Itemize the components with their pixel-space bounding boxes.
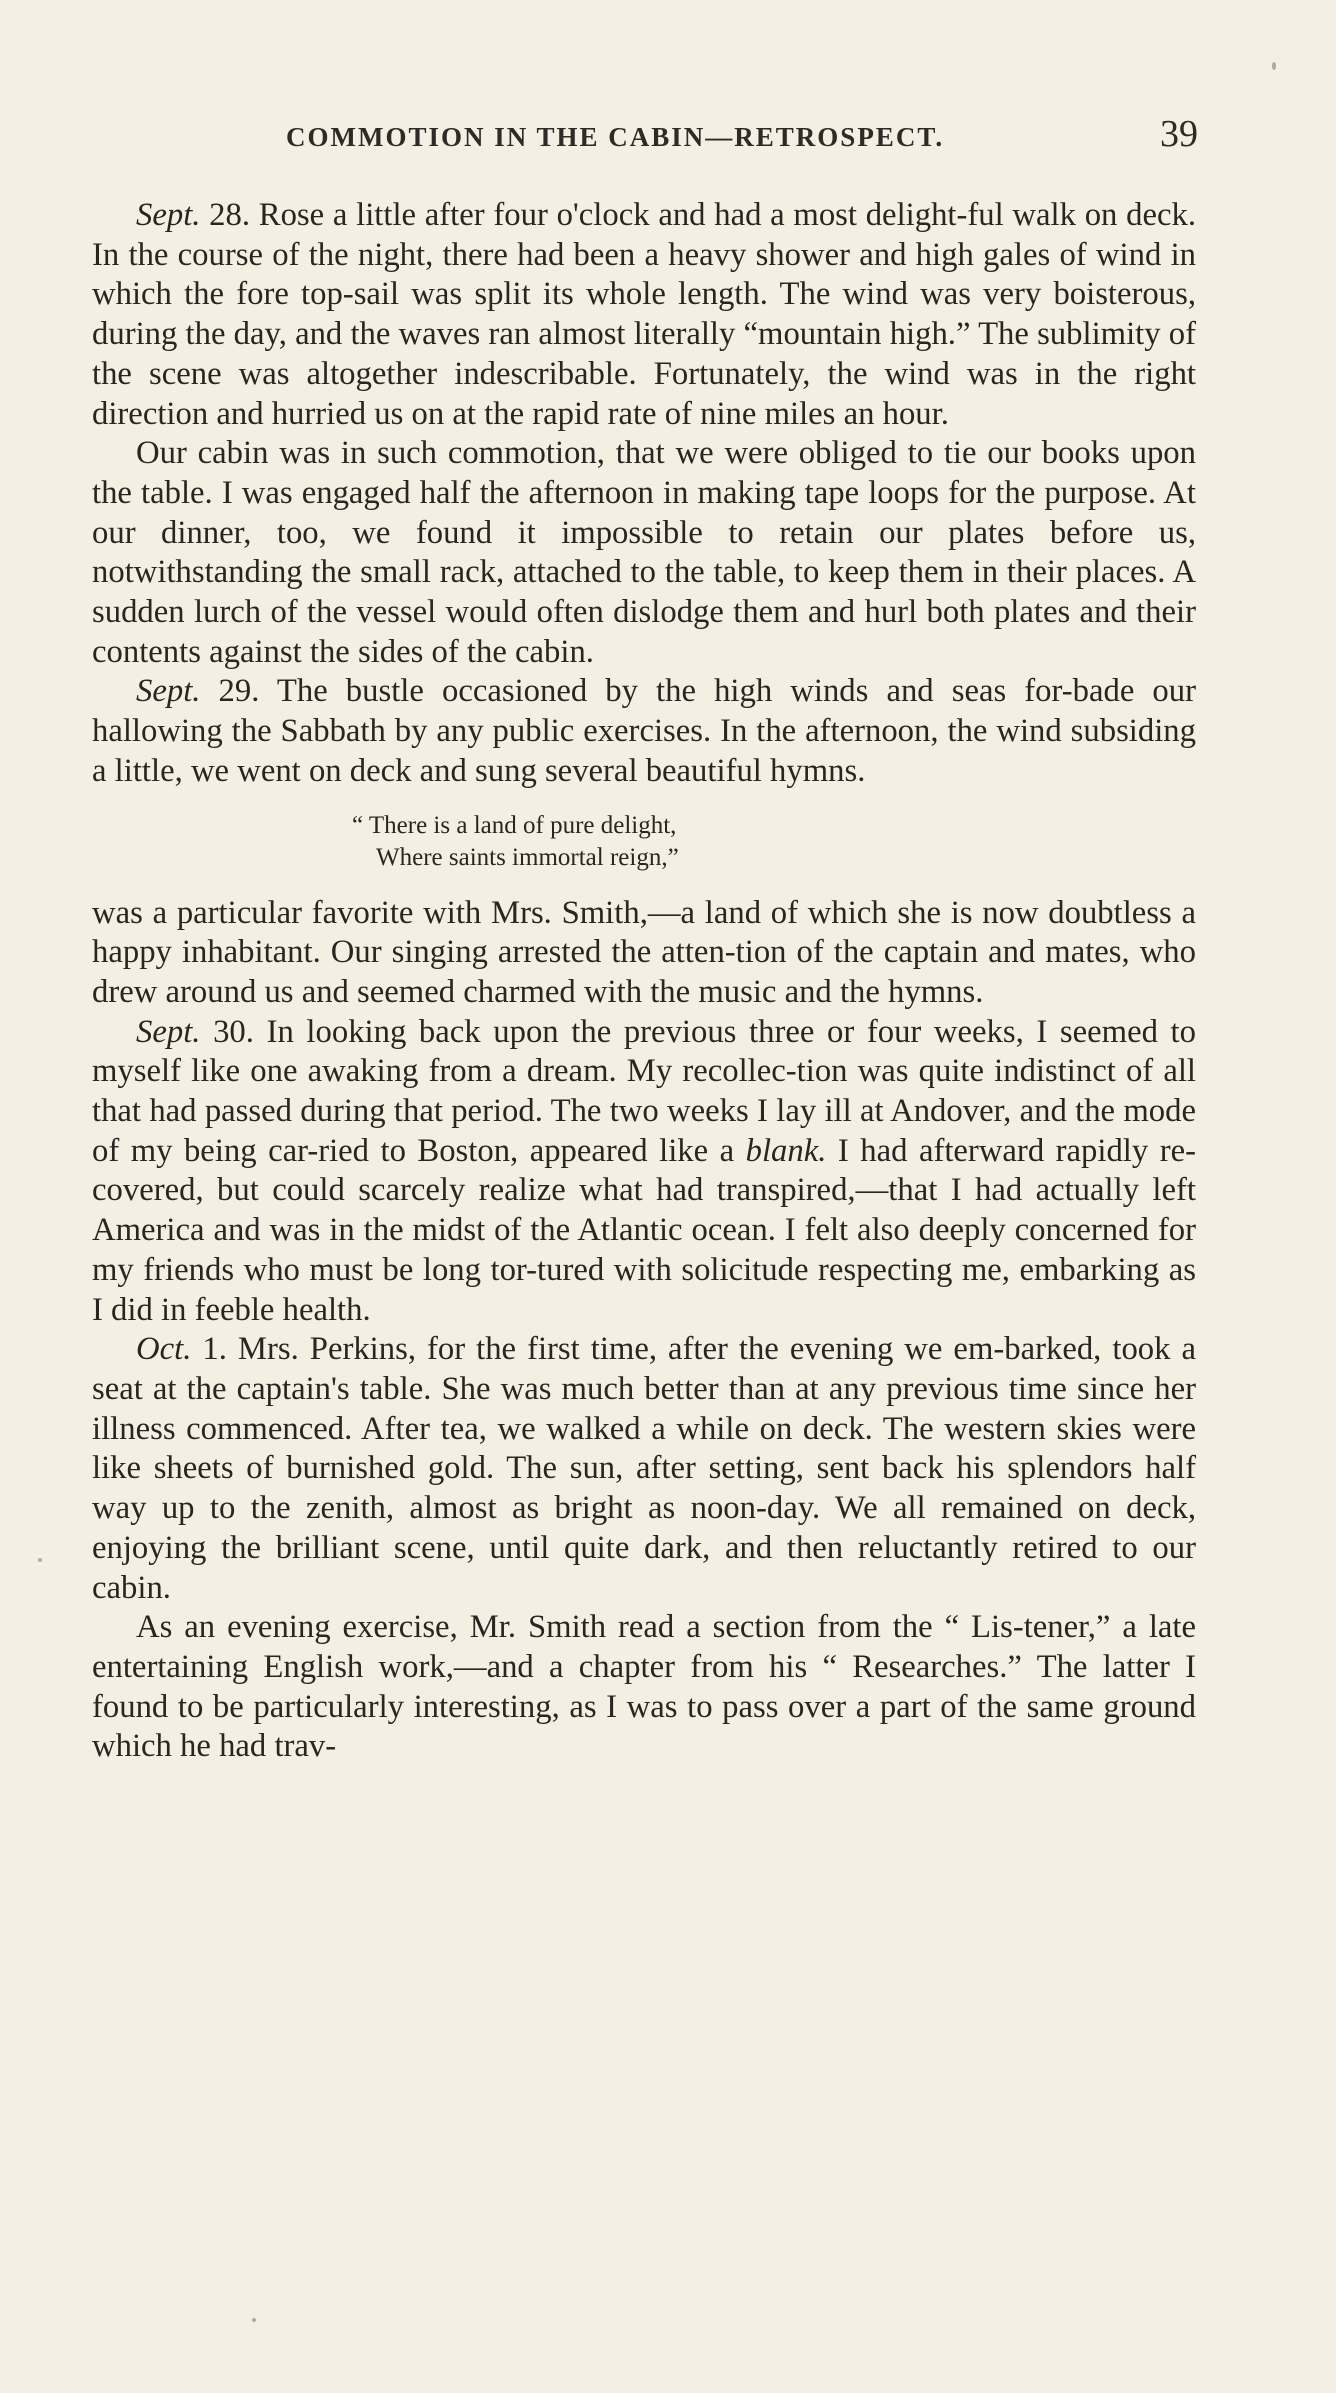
paragraph-text: 29. The bustle occasioned by the high winds and seas for-bade our hallowing the Sabbath by any public exercises. In the afternoon, the wind subsiding a little, we went on deck and sung several beautiful hymns.: [92, 673, 1196, 789]
emphasis-blank: blank.: [745, 1132, 827, 1169]
paragraph-text: was a particular favorite with Mrs. Smith,—a land of which she is now doubtless a happy inhabitant. Our singing arrested the atten-tion of the captain and mates, who drew around us and seemed charmed with the music and the hymns.: [92, 894, 1196, 1010]
entry-date: Sept.: [136, 1013, 201, 1050]
paper-speck: [252, 2318, 256, 2322]
paper-speck: [38, 1558, 42, 1562]
paragraph-sept-28: [92, 196, 1196, 434]
hymn-line: “ There is a land of pure delight,: [352, 811, 677, 839]
body-text: [92, 196, 1196, 1767]
paragraph-text: 28. Rose a little after four o'clock and had a most delight-ful walk on deck. In the course of the night, there had been a heavy shower and high gales of wind in which the fore top-sail was split its whole length. The wind was very boisterous, during the day, and the waves ran almost literally “mountain high.” The sublimity of the scene was altogether indescribable. Fortunately, the wind was in the right direction and hurried us on at the rapid rate of nine miles an hour.: [92, 197, 1196, 432]
entry-date: Sept.: [136, 673, 201, 710]
entry-date: Oct.: [136, 1331, 192, 1368]
entry-date: Sept.: [136, 197, 201, 233]
running-title: COMMOTION IN THE CABIN—RETROSPECT.: [286, 122, 945, 152]
page-header: [286, 112, 1198, 160]
paragraph-text: 1. Mrs. Perkins, for the first time, after the evening we em-barked, took a seat at the captain's table. She was much better than at any previous time since her illness commenced. After tea, we walked a while on deck. The western skies were like sheets of burnished gold. The sun, after setting, sent back his splendors half way up to the zenith, almost as bright as noon-day. We all remained on deck, enjoying the brilliant scene, until quite dark, and then reluctantly retired to our cabin.: [92, 1331, 1196, 1606]
paper-speck: [1272, 62, 1276, 70]
paragraph-text: As an evening exercise, Mr. Smith read a section from the “ Lis-tener,” a late entertaining English work,—and a chapter from his “ Researches.” The latter I found to be particularly interesting, as I was to pass over a part of the same ground which he had trav-: [92, 1609, 1196, 1765]
paragraph-text: Our cabin was in such commotion, that we were obliged to tie our books upon the table. I was engaged half the afternoon in making tape loops for the purpose. At our dinner, too, we found it impossible to retain our plates before us, notwithstanding the small rack, attached to the table, to keep them in their places. A sudden lurch of the vessel would often dislodge them and hurl both plates and their contents against the sides of the cabin.: [92, 435, 1196, 670]
paragraph-text: 30. In looking back upon the previous three or four weeks, I seemed to myself like one awaking from a dream. My recollec-tion was quite indistinct of all that had passed during that period. The two weeks I lay ill at Andover, and the mode of my being car-ried to Boston, appeared like a: [92, 1013, 1196, 1169]
paragraph-cabin-commotion: [92, 434, 1196, 672]
hymn-line: Where saints immortal reign,”: [376, 843, 679, 871]
hymn-quote: [92, 810, 1196, 874]
paragraph-sept-29: [92, 672, 1196, 791]
paragraph-continuation: [92, 894, 1196, 1013]
paragraph-evening-exercise: [92, 1608, 1196, 1767]
paragraph-text: I had afterward rapidly re-covered, but could scarcely realize what had transpired,—that I had actually left America and was in the midst of the Atlantic ocean. I felt also deeply concerned for my friends who must be long tor-tured with solicitude respecting me, embarking as I did in feeble health.: [92, 1132, 1196, 1328]
page-number: 39: [1160, 113, 1198, 155]
paragraph-oct-1: [92, 1330, 1196, 1608]
paragraph-sept-30: [92, 1013, 1196, 1331]
